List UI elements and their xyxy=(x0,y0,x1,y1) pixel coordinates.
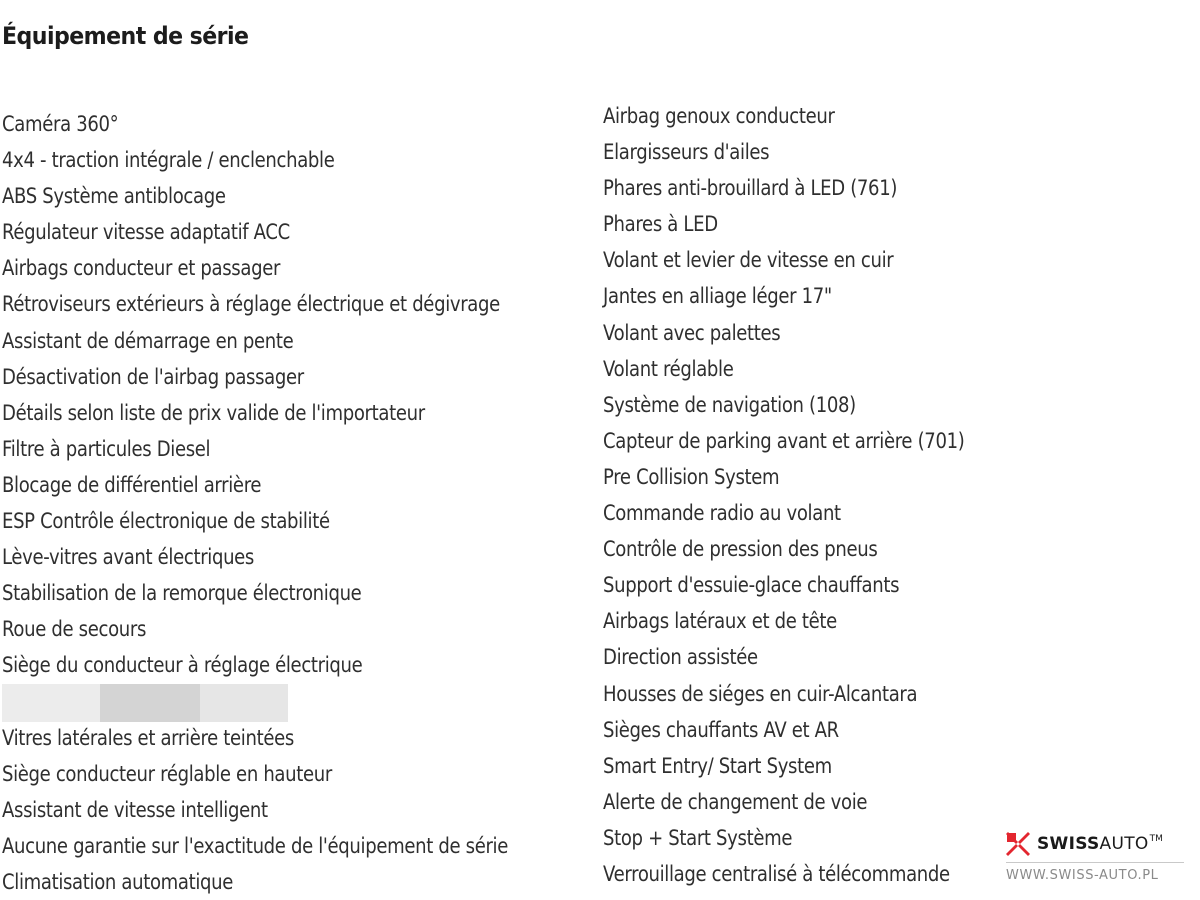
equipment-item: Jantes en alliage léger 17" xyxy=(603,284,832,309)
logo-brand-row xyxy=(1006,830,1186,858)
equipment-item: Support d'essuie-glace chauffants xyxy=(603,573,900,598)
equipment-item: Désactivation de l'airbag passager xyxy=(2,364,304,389)
equipment-item: Contrôle de pression des pneus xyxy=(603,537,878,562)
equipment-item: Pre Collision System xyxy=(603,464,780,489)
equipment-item: Régulateur vitesse adaptatif ACC xyxy=(2,220,290,245)
equipment-item: Caméra 360° xyxy=(2,112,119,136)
equipment-item: Système de navigation (108) xyxy=(603,392,856,417)
equipment-item: Airbags latéraux et de tête xyxy=(603,609,837,634)
equipment-item: Phares anti-brouillard à LED (761) xyxy=(603,176,898,201)
equipment-item: Filtre à particules Diesel xyxy=(2,436,211,461)
swissauto-logo xyxy=(1006,830,1186,890)
equipment-item: Elargisseurs d'ailes xyxy=(603,140,770,165)
logo-url: WWW.SWISS-AUTO.PL xyxy=(1006,868,1159,883)
equipment-item: Direction assistée xyxy=(603,645,758,670)
equipment-item: Stabilisation de la remorque électronique xyxy=(2,581,362,606)
equipment-item: Airbags conducteur et passager xyxy=(2,256,281,281)
equipment-item: Volant réglable xyxy=(603,356,734,381)
equipment-item: Housses de siéges en cuir-Alcantara xyxy=(603,681,918,706)
redaction-block xyxy=(2,684,100,722)
equipment-item: Capteur de parking avant et arrière (701) xyxy=(603,428,965,453)
equipment-item: Aucune garantie sur l'exactitude de l'équipement de série xyxy=(2,833,508,858)
redaction-block xyxy=(200,684,288,722)
redacted-item xyxy=(2,684,590,720)
equipment-item: Rétroviseurs extérieurs à réglage électrique et dégivrage xyxy=(2,292,500,317)
equipment-list-right xyxy=(603,98,1023,892)
equipment-item: Volant avec palettes xyxy=(603,320,781,345)
equipment-item: Vitres latérales et arrière teintées xyxy=(2,725,294,750)
equipment-item: Airbag genoux conducteur xyxy=(603,104,835,128)
equipment-item: ESP Contrôle électronique de stabilité xyxy=(2,509,330,534)
equipment-item: Lève-vitres avant électriques xyxy=(2,545,255,570)
equipment-item: Alerte de changement de voie xyxy=(603,789,868,814)
equipment-item: Siège conducteur réglable en hauteur xyxy=(2,761,332,786)
equipment-item: Verrouillage centralisé à télécommande xyxy=(603,861,950,886)
equipment-item: Phares à LED xyxy=(603,212,718,237)
equipment-item: Assistant de démarrage en pente xyxy=(2,328,294,353)
redaction-block xyxy=(100,684,200,722)
equipment-item: Smart Entry/ Start System xyxy=(603,753,832,778)
logo-brand-bold: SWISS xyxy=(1037,834,1100,854)
page-title: Équipement de série xyxy=(2,22,249,50)
logo-divider xyxy=(1006,862,1184,863)
equipment-item: 4x4 - traction intégrale / enclenchable xyxy=(2,148,335,173)
swiss-cross-icon xyxy=(1006,832,1030,856)
logo-brand-light: AUTO xyxy=(1099,834,1149,854)
logo-trademark: TM xyxy=(1149,834,1163,844)
equipment-item: Détails selon liste de prix valide de l'importateur xyxy=(2,400,425,425)
equipment-item: Stop + Start Système xyxy=(603,825,793,850)
equipment-item: ABS Système antiblocage xyxy=(2,184,226,209)
equipment-item: Assistant de vitesse intelligent xyxy=(2,797,268,822)
equipment-item: Roue de secours xyxy=(2,617,147,642)
equipment-item: Blocage de différentiel arrière xyxy=(2,472,262,497)
equipment-item: Sièges chauffants AV et AR xyxy=(603,717,839,742)
equipment-list-left xyxy=(2,106,590,900)
equipment-item: Commande radio au volant xyxy=(603,501,841,526)
equipment-item: Siège du conducteur à réglage électrique xyxy=(2,653,363,678)
equipment-item: Volant et levier de vitesse en cuir xyxy=(603,248,894,273)
equipment-item: Climatisation automatique xyxy=(2,869,234,894)
